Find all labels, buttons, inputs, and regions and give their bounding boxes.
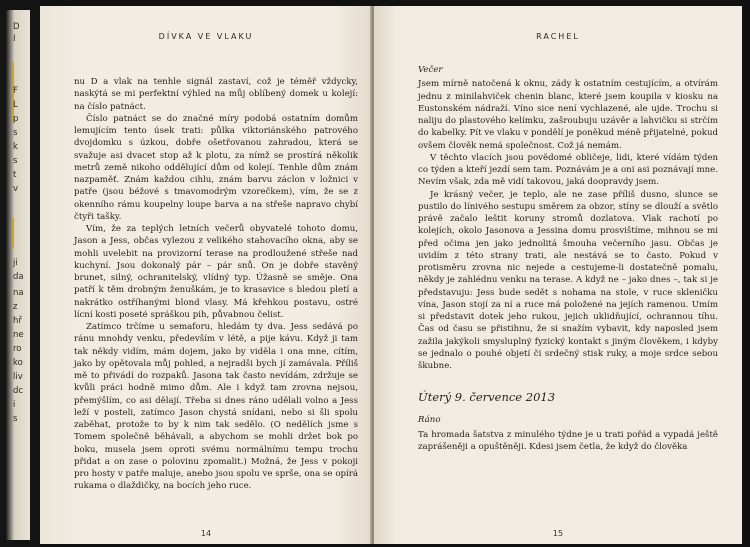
paragraph: Zatímco trčíme u semaforu, hledám ty dva. Jess sedává po ránu mnohdy venku, především v létě, a pije kávu. Když ji tam tak někdy vidím, mám dojem, jako by viděla i ona mne, cítím, jako by opětovala můj pohled, a nejradši bych jí zamávala. Příliš mě to přivádí do rozpaků. Jasona tak často nevídám, zdržuje se kvůli práci hodně mimo dům. Ale i když tam zrovna nejsou, přemýšlím, co asi dělají. Třeba si dnes ráno udělali volno a Jess leží v posteli, zatímco Jason chystá snídani, nebo si šli spolu zaběhat, protože to by k nim tak sedělo. (O nedělích jsme s Tomem společně běhávali, a abychom se mohli držet bok po boku, musela jsem oproti svému normálnímu tempu trochu přidat a on zase o polovinu zpomalit.) Možná, že Jess v pokoji pro hosty v patře maluje, anebo jsou spolu ve sprše, ona se opírá rukama o dlaždičky, na bocích jeho ruce.	[74, 322, 358, 492]
edge-letter: ne	[13, 330, 24, 340]
page-number-right: 15	[552, 529, 564, 538]
paragraph: Ta hromada šatstva z minulého týdne je u trati pořád a vypadá ještě zaprášeněji a opuštěněji. Kdesi jsem četla, že když do člověka	[418, 429, 718, 452]
running-head-left: DÍVKA VE VLAKU	[158, 32, 254, 41]
edge-letter: s	[13, 128, 18, 138]
edge-letter: ji	[13, 258, 18, 268]
edge-letter: z	[13, 302, 18, 312]
date-heading: Úterý 9. července 2013	[418, 390, 556, 405]
edge-letter: s	[13, 156, 18, 166]
edge-letter: liv	[13, 372, 23, 382]
edge-letter: na	[13, 288, 24, 298]
right-page-body	[418, 64, 718, 453]
edge-letter: F	[13, 86, 18, 96]
edge-letter: da	[13, 272, 24, 282]
left-page-body	[74, 76, 358, 493]
edge-letter: hř	[13, 316, 22, 326]
edge-letter: p	[13, 114, 19, 124]
edge-letter: D	[13, 22, 20, 32]
paragraph: Číslo patnáct se do značné míry podobá ostatním domům lemujícím tento úsek trati: půlka viktoriánského patrového dvojdomku s úzkou, dobře ošetřovanou zahradou, která se svažuje asi dvacet stop až k plotu, za nímž se prostírá několik metrů země nikoho oddělující dům od kolejí. Tenhle dům znám nazpaměť. Znám každou cihlu, znám barvu záclon v ložnici v patře (jsou béžové s tmavomodrým vzorečkem), vím, že se z okenního rámu koupelny loupe barva a na střeše napravo chybí čtyři tašky.	[74, 113, 358, 222]
section-label-evening: Večer	[418, 65, 443, 75]
edge-highlight	[12, 218, 14, 248]
left-page	[40, 6, 372, 544]
paragraph: Je krásný večer, je teplo, ale ne zase příliš dusno, slunce se pustilo do línivého sestupu směrem za obzor, stíny se dlouží a světlo právě začalo leštit koruny stromů dozlatova. Vlak rachotí po kolejích, okolo Jasonova a Jessina domu prosvištíme, mihnou se mi před očima jen jako jednolitá šmouha večerního jasu. Občas je uvidím z této strany trati, ale nestává se to často. Pokud v protisměru zrovna nic nejede a cestujeme-li dostatečně pomalu, někdy je zahlédnu venku na terase. A když ne – jako dnes –, tak si je představuju: Jess bude sedět s nohama na stole, v ruce skleničku vína, Jason stojí za ní a ruce má položené na jejích ramenou. Umím si představit dotek jeho rukou, jejich uklidňující, ochrannou tíhu. Čas od času se přistihnu, že si snažím vybavit, kdy naposled jsem zažila jakýkoli smysluplný fyzický kontakt s jiným člověkem, i kdyby se jednalo o pouhé objetí či srdečný stisk ruky, a moje srdce sebou škubne.	[418, 189, 718, 371]
paragraph: Jsem mírně natočená k oknu, zády k ostatním cestujícím, a otvírám jednu z minilahviček chenin blanc, které jsem koupila v kiosku na Eustonském nádraží. Víno sice není vychlazené, ale ujde. Trochu si naliju do plastového kelímku, zašroubuju uzávěr a lahvičku si strčím do kabelky. Pít ve vlaku v pondělí je poněkud méně přijatelné, pokud ovšem člověk nemá společnost. Což já nemám.	[418, 79, 718, 151]
edge-letter: v	[13, 184, 19, 194]
edge-letter: t	[13, 170, 17, 180]
page-number-left: 14	[200, 529, 212, 538]
section-label-morning: Ráno	[418, 415, 441, 426]
edge-letter: ko	[13, 358, 23, 368]
paragraph: nu D a vlak na tenhle signál zastaví, což je téměř vždycky, naskýtá se mi perfektní výhled na můj oblíbený domek u kolejí: na číslo patnáct.	[74, 77, 358, 112]
paragraph: V těchto vlacích jsou povědomé obličeje, lidi, které vídám týden co týden a kteří jezdí sem tam. Poznávám je a oni asi poznávají mne. Nevím však, zda mě vidí takovou, jaká doopravdy jsem.	[418, 152, 718, 188]
edge-letter: k	[13, 142, 18, 152]
paragraph: Vím, že za teplých letních večerů obyvatelé tohoto domu, Jason a Jess, občas vylezou z velikého stahovacího okna, aby se mohli uvelebit na provizorní terase na prodloužené střeše nad kuchyní. Jsou dokonalý pár – pár snů. On je dobře stavěný brunet, silný, ochranitelský, vlídný typ. Úžasně se směje. Ona patří k těm drobným ženuškám, je to krasavice s bledou pletí a nakrátko ostříhanými blond vlasy. Má křehkou postavu, ostré lícní kosti poseté spráškou pih, půvabnou čelist.	[74, 224, 358, 320]
underlying-page-edge	[0, 0, 40, 547]
edge-letter: I	[13, 34, 16, 44]
edge-letter: L	[13, 100, 18, 110]
edge-letter: s	[13, 414, 18, 424]
right-page	[374, 6, 742, 544]
edge-letter: i	[13, 400, 16, 410]
edge-letter: dc	[13, 386, 24, 396]
edge-letter: ro	[13, 344, 22, 354]
running-head-right: RACHEL	[536, 32, 580, 41]
